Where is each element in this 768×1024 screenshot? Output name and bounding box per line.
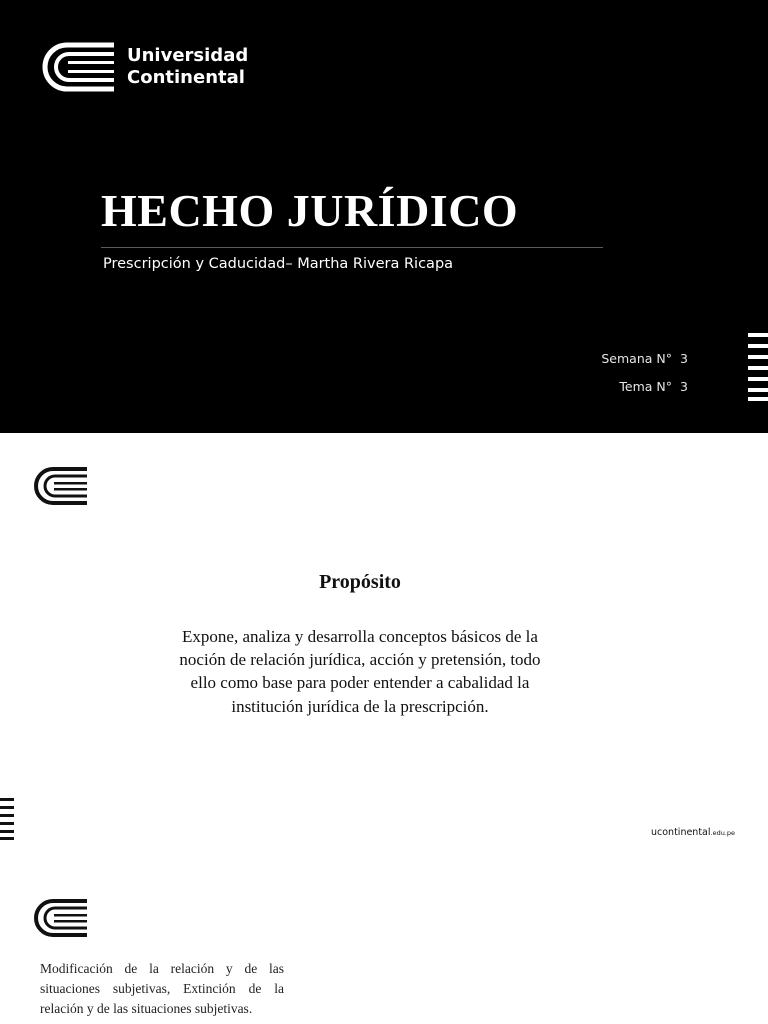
topic-text: Modificación de la relación y de las situaciones subjetivas, Extinción de la relación y de las situaciones subjetivas.: [40, 961, 284, 1016]
brand-name: [127, 45, 248, 89]
topic-number: 3: [680, 379, 688, 394]
brand-line-1: Universidad: [127, 45, 249, 66]
stripes-decoration-icon: [748, 333, 768, 401]
continental-logo-icon: [34, 898, 88, 943]
site-url-main: ucontinental: [651, 827, 711, 838]
title-slide: [0, 0, 768, 433]
stripes-decoration-icon: [0, 798, 14, 840]
slide-title: HECHO JURÍDICO: [101, 185, 519, 236]
week-number: 3: [680, 351, 688, 366]
title-divider: [101, 247, 603, 248]
brand-line-2: Continental: [127, 67, 245, 88]
week-label: Semana N°: [601, 351, 672, 366]
continental-logo-icon: [40, 40, 116, 99]
week-row: [601, 351, 688, 366]
site-url-suffix: .edu.pe: [710, 829, 736, 837]
site-url: [651, 827, 735, 838]
topic-row: [619, 379, 688, 394]
continental-logo-icon: [34, 466, 88, 511]
purpose-body: Expone, analiza y desarrolla conceptos básicos de la noción de relación jurídica, acción y pretensión, todo ello como base para poder entender a cabalidad la institución jurídica de la prescripción.: [179, 627, 541, 716]
topic-slide: [0, 865, 768, 1024]
topic-label: Tema N°: [619, 379, 672, 394]
purpose-slide: [0, 433, 768, 865]
purpose-heading: Propósito: [319, 571, 401, 593]
slide-subtitle: Prescripción y Caducidad– Martha Rivera Ricapa: [103, 256, 454, 272]
